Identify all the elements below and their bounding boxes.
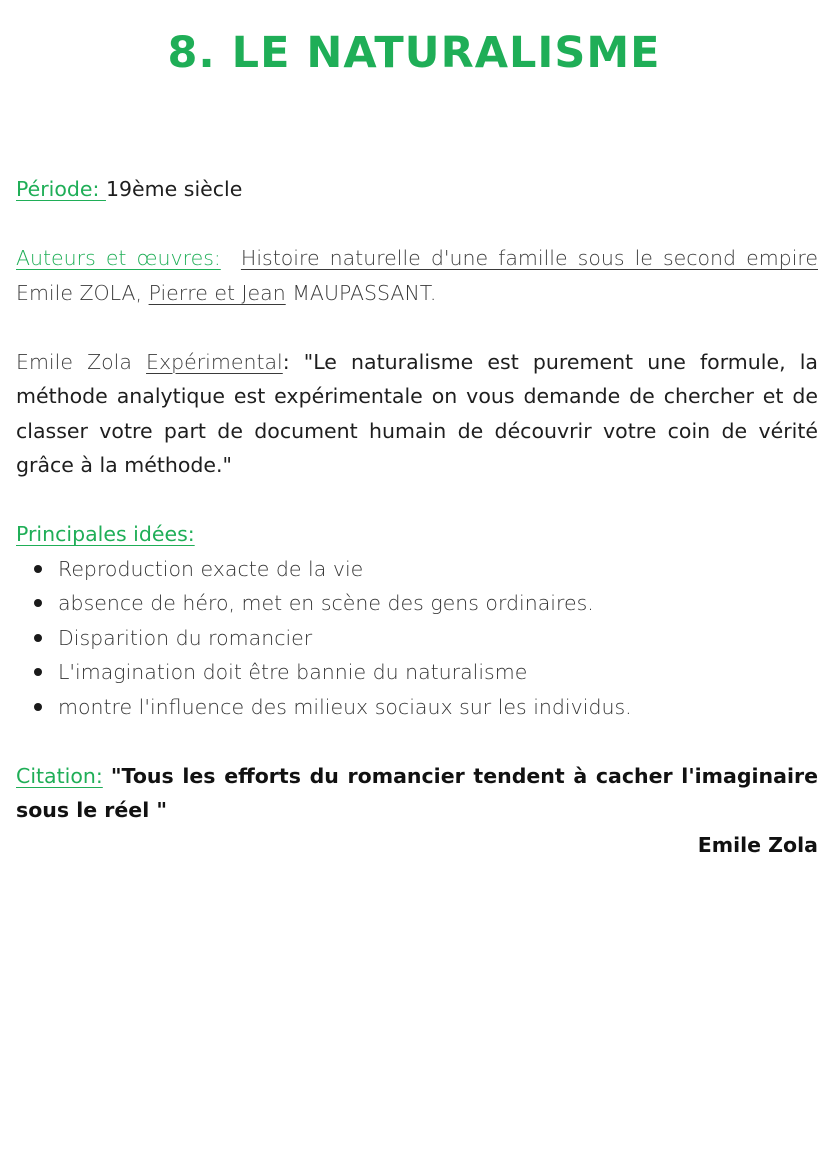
idees-label: Principales idées:: [16, 522, 195, 546]
periode-label: Période:: [16, 177, 106, 201]
list-item: [34, 655, 818, 690]
zola-intro: Emile Zola: [16, 349, 147, 374]
bullet-icon: [34, 668, 42, 676]
bullet-icon: [34, 703, 42, 711]
spacer: [16, 207, 818, 242]
auteurs-work-2: Pierre et Jean: [148, 280, 286, 305]
periode-line: [16, 172, 818, 207]
bullet-icon: [34, 565, 42, 573]
spacer: [16, 483, 818, 518]
spacer: [16, 724, 818, 759]
list-item: [34, 586, 818, 621]
list-item-text: Disparition du romancier: [58, 625, 313, 650]
auteurs-author-2: MAUPASSANT.: [285, 280, 437, 305]
auteurs-paragraph: [16, 241, 818, 310]
citation-author: Emile Zola: [697, 832, 818, 857]
citation-text: "Tous les efforts du romancier tendent à cacher l'imaginaire sous le réel ": [16, 763, 818, 822]
zola-quote-text: : "Le naturalisme est purement une formule, la méthode analytique est expérimentale on vous demande de chercher et de classer votre part de document humain de découvrir votre coin de vérité grâce à la méthode.": [16, 349, 818, 477]
list-item: [34, 690, 818, 725]
periode-value: 19ème siècle: [105, 177, 243, 201]
list-item-text: montre l'influence des milieux sociaux sur les individus.: [58, 694, 632, 719]
spacer: [16, 310, 818, 345]
document-body: [16, 172, 818, 862]
citation-label: Citation:: [16, 763, 103, 788]
citation-paragraph: [16, 759, 818, 828]
auteurs-author-1: Emile ZOLA,: [16, 280, 149, 305]
zola-keyword: Expérimental: [146, 349, 283, 374]
list-item-text: L'imagination doit être bannie du naturalisme: [58, 660, 528, 684]
auteurs-work-1: Histoire naturelle d'une famille sous le second empire: [240, 246, 818, 270]
list-item: [34, 621, 818, 656]
list-item-text: absence de héro, met en scène des gens ordinaires.: [58, 591, 594, 615]
auteurs-label: Auteurs et œuvres:: [16, 246, 221, 270]
zola-quote-paragraph: [16, 345, 818, 483]
page-title: 8. LE NATURALISME: [167, 28, 661, 78]
bullet-icon: [34, 634, 42, 642]
idees-list: [16, 552, 818, 725]
bullet-icon: [34, 599, 42, 607]
list-item-text: Reproduction exacte de la vie: [58, 556, 364, 581]
list-item: [34, 552, 818, 587]
idees-heading: [16, 517, 818, 552]
